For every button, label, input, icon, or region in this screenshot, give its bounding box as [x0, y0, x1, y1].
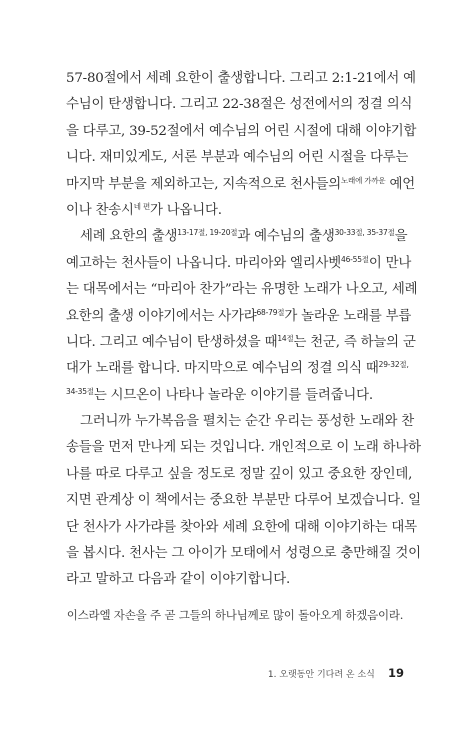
text-segment: 이나 찬송시 — [66, 202, 134, 218]
text-segment: 가 놀라운 노래를 부릅 — [284, 308, 412, 324]
text-line — [66, 304, 412, 330]
body-text — [66, 66, 421, 594]
text-segment: 예언 — [385, 176, 415, 192]
superscript-note: 노래에 가까운 — [341, 175, 386, 185]
verse-reference: 68-79절 — [256, 307, 285, 317]
text-segment: 마지막 부분을 제외하고는, 지속적으로 천사들의 — [66, 176, 341, 192]
text-segment: 을 — [394, 229, 408, 245]
text-segment: 대가 노래를 합니다. 마지막으로 예수님의 정결 의식 때 — [66, 361, 379, 377]
text-line — [66, 172, 415, 198]
text-line: 나를 따로 다루고 싶을 정도로 정말 깊이 있고 중요한 장인데, — [66, 466, 413, 482]
text-line: 송들을 먼저 만나게 되는 것입니다. 개인적으로 이 노래 하나하 — [66, 440, 421, 456]
running-chapter-title: 1. 오랫동안 기다려 온 소식 — [267, 670, 375, 680]
page-footer — [268, 662, 404, 681]
text-segment: 세례 요한의 출생 — [80, 229, 178, 245]
text-line — [66, 356, 409, 382]
verse-reference: 34-35절 — [66, 386, 94, 396]
scripture-quote: 이스라엘 자손을 주 곧 그들의 하나님께로 많이 돌아오게 하겠음이라. — [66, 608, 404, 622]
text-line: 을 다루고, 39-52절에서 예수님의 어린 시절에 대해 이야기합 — [66, 123, 417, 139]
text-line: 지면 관계상 이 책에서는 중요한 부분만 다루어 보겠습니다. 일 — [66, 493, 421, 509]
verse-reference: 14절 — [277, 333, 294, 343]
text-segment: 과 예수님의 출생 — [237, 229, 335, 245]
text-segment: 는 천군, 즉 하늘의 군 — [293, 334, 416, 350]
text-line — [66, 198, 404, 224]
verse-reference: 13-17절, 19-20절 — [177, 228, 238, 238]
text-line: 니다. 재미있게도, 서론 부분과 예수님의 어린 시절을 다루는 — [66, 150, 409, 166]
text-segment: 예고하는 천사들이 나옵니다. 마리아와 엘리사벳 — [66, 255, 341, 271]
text-line: 는 대목에서는 “마리아 찬가”라는 유명한 노래가 나오고, 세례 — [66, 282, 418, 298]
text-segment: 가 나옵니다. — [150, 202, 222, 218]
page-number: 19 — [387, 666, 404, 680]
superscript-note: 네 편 — [133, 201, 151, 211]
text-line — [66, 383, 404, 409]
text-line: 57-80절에서 세례 요한이 출생합니다. 그리고 2:1-21에서 예 — [66, 71, 416, 86]
text-line — [66, 330, 416, 356]
text-segment: 요한의 출생 이야기에서는 사가랴 — [66, 308, 257, 324]
verse-reference: 46-55절 — [341, 254, 369, 264]
text-segment: 는 시므온이 나타나 놀라운 이야기를 들려줍니다. — [93, 387, 373, 403]
text-line — [66, 224, 408, 250]
verse-reference: 30-33절, 35-37절 — [334, 228, 395, 238]
verse-reference: 29-32절, — [378, 360, 409, 370]
text-line: 그러니까 누가복음을 펼치는 순간 우리는 풍성한 노래와 찬 — [80, 414, 415, 430]
text-segment: 니다. 그리고 예수님이 탄생하셨을 때 — [66, 334, 278, 350]
text-line: 단 천사가 사가랴를 찾아와 세례 요한에 대해 이야기하는 대목 — [66, 519, 417, 535]
text-line: 수님이 탄생합니다. 그리고 22-38절은 성전에서의 정결 의식 — [66, 97, 413, 113]
text-segment: 이 만나 — [368, 255, 412, 271]
text-line — [66, 251, 412, 277]
text-line: 라고 말하고 다음과 같이 이야기합니다. — [66, 572, 291, 588]
text-line: 을 봅시다. 천사는 그 아이가 모태에서 성령으로 충만해질 것이 — [66, 546, 421, 562]
